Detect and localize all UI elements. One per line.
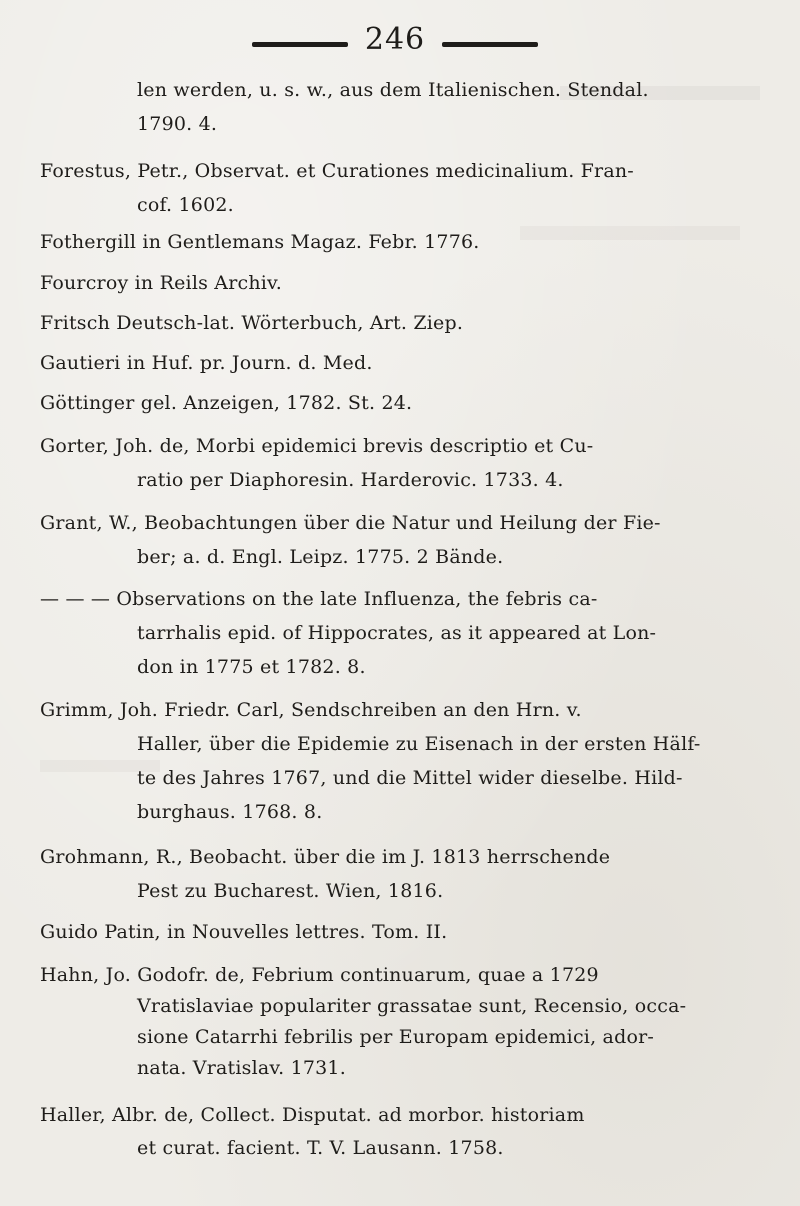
entry-line: — — — Observations on the late Influenza, the febris ca-	[40, 588, 598, 610]
entry-line: Grohmann, R., Beobacht. über die im J. 1813 herrschende	[40, 846, 611, 868]
entry-line: nata. Vratislav. 1731.	[137, 1057, 346, 1079]
entry-line: Haller, über die Epidemie zu Eisenach in der ersten Hälf-	[137, 733, 701, 755]
entry-line: Vratislaviae populariter grassatae sunt, Recensio, occa-	[137, 995, 687, 1017]
header-rule-right	[442, 42, 538, 47]
entry-line: Göttinger gel. Anzeigen, 1782. St. 24.	[40, 392, 413, 414]
page-header	[0, 22, 800, 62]
entry-line: Grimm, Joh. Friedr. Carl, Sendschreiben an den Hrn. v.	[40, 699, 582, 721]
entry-line: Forestus, Petr., Observat. et Curationes medicinalium. Fran-	[40, 160, 634, 182]
entry-line: sione Catarrhi febrilis per Europam epidemici, ador-	[137, 1026, 654, 1048]
entry-line: cof. 1602.	[137, 194, 234, 216]
entry-line: 1790. 4.	[137, 113, 218, 135]
page-number: 246	[364, 22, 426, 57]
entry-line: Pest zu Bucharest. Wien, 1816.	[137, 880, 444, 902]
header-rule-left	[252, 42, 348, 47]
entry-line: len werden, u. s. w., aus dem Italienischen. Stendal.	[137, 79, 649, 101]
entry-line: Fourcroy in Reils Archiv.	[40, 272, 282, 294]
entry-line: Hahn, Jo. Godofr. de, Febrium continuarum, quae a 1729	[40, 964, 599, 986]
entry-line: Gorter, Joh. de, Morbi epidemici brevis descriptio et Cu-	[40, 435, 594, 457]
entry-line: burghaus. 1768. 8.	[137, 801, 323, 823]
entry-line: Haller, Albr. de, Collect. Disputat. ad morbor. historiam	[40, 1104, 585, 1126]
entry-line: te des Jahres 1767, und die Mittel wider dieselbe. Hild-	[137, 767, 683, 789]
entry-line: tarrhalis epid. of Hippocrates, as it appeared at Lon-	[137, 622, 657, 644]
entry-line: Fritsch Deutsch-lat. Wörterbuch, Art. Ziep.	[40, 312, 464, 334]
entry-line: Guido Patin, in Nouvelles lettres. Tom. II.	[40, 921, 448, 943]
entry-line: don in 1775 et 1782. 8.	[137, 656, 366, 678]
entry-line: Grant, W., Beobachtungen über die Natur und Heilung der Fie-	[40, 512, 661, 534]
show-through-smudge	[520, 226, 740, 240]
entry-line: et curat. facient. T. V. Lausann. 1758.	[137, 1137, 504, 1159]
entry-line: ber; a. d. Engl. Leipz. 1775. 2 Bände.	[137, 546, 504, 568]
entry-line: ratio per Diaphoresin. Harderovic. 1733. 4.	[137, 469, 564, 491]
entry-line: Gautieri in Huf. pr. Journ. d. Med.	[40, 352, 373, 374]
entry-line: Fothergill in Gentlemans Magaz. Febr. 1776.	[40, 231, 480, 253]
